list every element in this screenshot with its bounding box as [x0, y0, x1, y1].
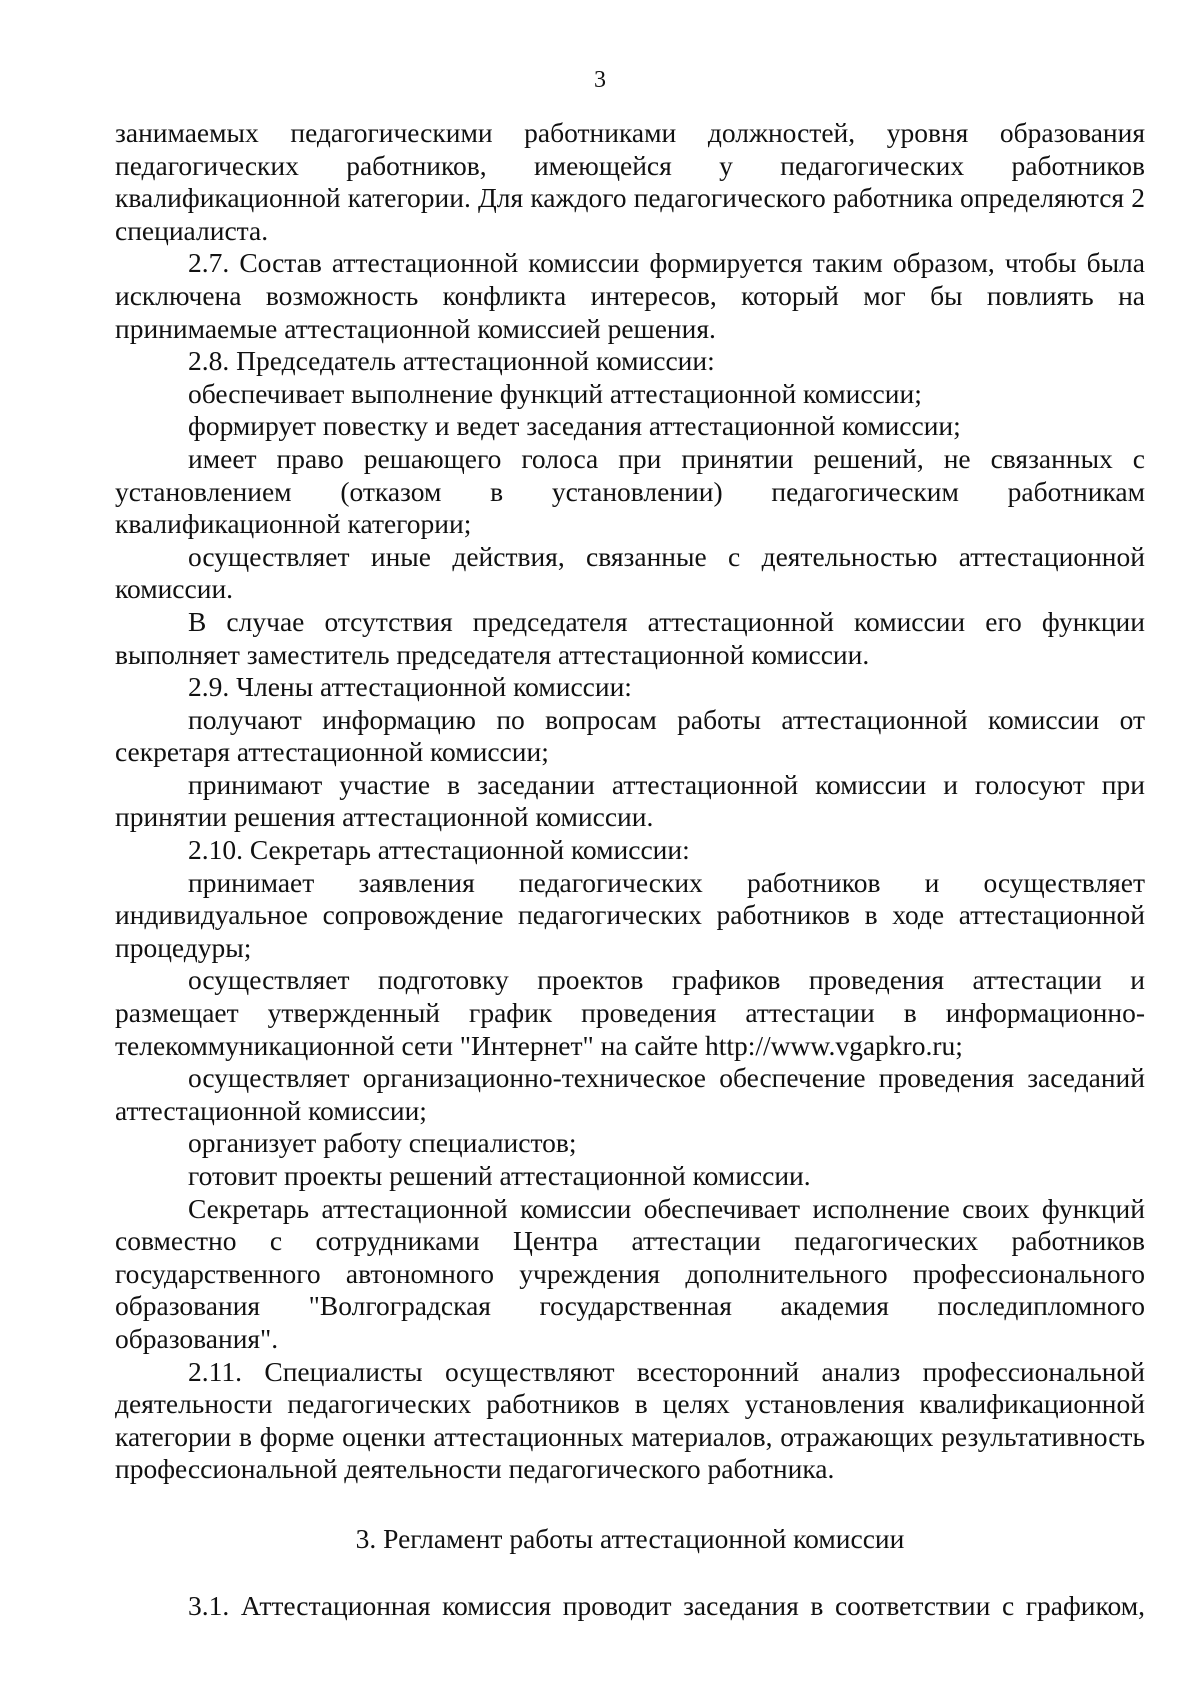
member-duty-2: принимают участие в заседании аттестационной комиссии и голосуют при принятии решения аттестационной комиссии. [115, 768, 1145, 833]
chairman-duty-3: имеет право решающего голоса при принятии решений, не связанных с установлением (отказом в установлении) педагогическим работникам квалификационной категории; [115, 442, 1145, 540]
secretary-cooperation: Секретарь аттестационной комиссии обеспечивает исполнение своих функций совместно с сотрудниками Центра аттестации педагогических работников государственного автономного учреждения дополнительного профессионального образования "Волгоградская государственная академия последипломного образования". [115, 1192, 1145, 1354]
secretary-duty-2: осуществляет подготовку проектов графиков проведения аттестации и размещает утвержденный график проведения аттестации в информационно-телекоммуникационной сети "Интернет" на сайте http://www.vgapkro.ru; [115, 964, 1145, 1061]
document-body [115, 117, 1145, 1486]
paragraph-2-10-heading: 2.10. Секретарь аттестационной комиссии: [188, 834, 690, 866]
chairman-duty-4: осуществляет иные действия, связанные с деятельностью аттестационной комиссии. [115, 540, 1145, 605]
secretary-duty-1: принимает заявления педагогических работников и осуществляет индивидуальное сопровождение педагогических работников в ходе аттестационной процедуры; [115, 866, 1145, 963]
paragraph-continuation: занимаемых педагогическими работниками должностей, уровня образования педагогических работников, имеющейся у педагогических работников квалификационной категории. Для каждого педагогического работника определяются 2 специалиста. [115, 117, 1145, 246]
section-3-heading: 3. Регламент работы аттестационной комиссии [355, 1523, 905, 1554]
secretary-duty-5: готовит проекты решений аттестационной комиссии. [188, 1160, 811, 1191]
member-duty-1: получают информацию по вопросам работы аттестационной комиссии от секретаря аттестационной комиссии; [115, 703, 1145, 768]
chairman-duty-2: формирует повестку и ведет заседания аттестационной комиссии; [188, 410, 961, 442]
chairman-absence-rule: В случае отсутствия председателя аттестационной комиссии его функции выполняет заместитель председателя аттестационной комиссии. [115, 605, 1145, 670]
chairman-duty-1: обеспечивает выполнение функций аттестационной комиссии; [188, 377, 922, 409]
paragraph-2-8-heading: 2.8. Председатель аттестационной комиссии: [188, 345, 715, 377]
paragraph-2-7: 2.7. Состав аттестационной комиссии формируется таким образом, чтобы была исключена возможность конфликта интересов, который мог бы повлиять на принимаемые аттестационной комиссией решения. [115, 247, 1145, 344]
secretary-duty-3: осуществляет организационно-техническое обеспечение проведения заседаний аттестационной комиссии; [115, 1062, 1145, 1126]
secretary-duty-4: организует работу специалистов; [188, 1127, 577, 1159]
paragraph-3-1: 3.1. Аттестационная комиссия проводит заседания в соответствии с графиком, [188, 1590, 1145, 1621]
page-number: 3 [594, 67, 606, 93]
paragraph-2-9-heading: 2.9. Члены аттестационной комиссии: [188, 671, 632, 703]
paragraph-2-11: 2.11. Специалисты осуществляют всесторонний анализ профессиональной деятельности педагогических работников в целях установления квалификационной категории в форме оценки аттестационных материалов, отражающих результативность профессиональной деятельности педагогического работника. [115, 1355, 1145, 1485]
